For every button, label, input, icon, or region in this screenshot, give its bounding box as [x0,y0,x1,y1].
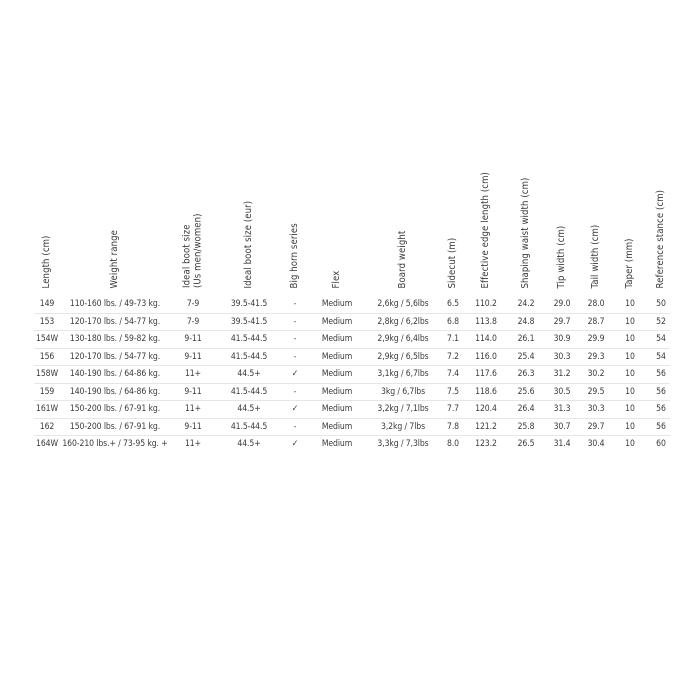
cell-tail-width: 30.3 [587,404,605,414]
cell-length: 158W [36,369,58,379]
cell-board-weight: 3,2kg / 7lbs [381,421,425,432]
cell-ideal-boot-size-us: 7-9 [186,316,200,327]
cell-taper: 10 [625,351,635,362]
cell-length: 156 [39,351,55,362]
column-header-effective-edge-length [466,150,506,288]
cell-shaping-waist-width: 25.8 [517,421,535,432]
cell-tip-width: 31.4 [553,439,571,449]
cell-sidecut: 7.1 [447,334,459,344]
cell-tip-width: 29.0 [553,299,571,309]
cell-effective-edge-length: 118.6 [475,386,497,397]
cell-ideal-boot-size-eur: 41.5-44.5 [230,421,268,432]
cell-ideal-boot-size-eur: 39.5-41.5 [230,299,268,309]
cell-sidecut: 7.5 [447,386,459,397]
column-header-tail-width [578,150,614,288]
cell-ideal-boot-size-us: 11+ [184,404,201,414]
column-header-text: Ideal boot size (eur) [242,200,254,288]
column-header-label [591,224,602,288]
cell-ideal-boot-size-us: 11+ [184,439,201,449]
cell-effective-edge-length: 113.8 [475,316,497,327]
cell-ideal-boot-size-us: 11+ [184,369,201,379]
cell-tip-width: 31.2 [553,369,571,379]
cell-big-horn-series: - [293,421,297,432]
cell-big-horn-series: ✓ [291,404,299,414]
cell-flex: Medium [321,369,353,379]
column-header-flex [308,150,366,288]
column-header-label [398,230,409,288]
cell-shaping-waist-width: 26.3 [517,369,535,379]
cell-weight-range: 160-210 lbs.+ / 73-95 kg. + [62,439,168,449]
column-header-taper [614,150,646,288]
cell-weight-range: 140-190 lbs. / 64-86 kg. [69,386,161,397]
column-header-text: Board weight [396,230,408,288]
column-header-text: (Us men/women) [192,213,203,288]
cell-sidecut: 8.0 [447,439,459,449]
cell-ideal-boot-size-us: 9-11 [184,351,202,362]
column-header-ideal-boot-size-us [170,150,216,288]
table-row [34,401,670,419]
cell-taper: 10 [625,334,635,344]
column-header-text: Big horn series [288,222,300,288]
column-header-label [481,172,492,288]
cell-weight-range: 140-190 lbs. / 64-86 kg. [69,369,161,379]
column-header-reference-stance [646,150,676,288]
cell-length: 162 [39,421,55,432]
column-header-text: Taper (mm) [623,237,635,288]
cell-length: 153 [39,316,55,327]
column-header-text: Reference stance (cm) [654,189,666,288]
cell-effective-edge-length: 123.2 [475,439,497,449]
cell-sidecut: 7.2 [447,351,459,362]
cell-weight-range: 130-180 lbs. / 59-82 kg. [69,334,161,344]
column-header-text: Tail width (cm) [589,224,601,288]
cell-effective-edge-length: 117.6 [475,369,497,379]
cell-reference-stance: 56 [656,421,666,432]
cell-tip-width: 30.9 [553,334,571,344]
table-row [34,331,670,349]
cell-board-weight: 3,3kg / 7,3lbs [377,439,429,449]
cell-taper: 10 [625,404,635,414]
cell-shaping-waist-width: 24.8 [517,316,535,327]
cell-tip-width: 29.7 [553,316,571,327]
column-header-tip-width [546,150,578,288]
column-header-label [448,237,459,288]
cell-sidecut: 7.7 [447,404,459,414]
cell-big-horn-series: ✓ [291,439,299,449]
cell-weight-range: 120-170 lbs. / 54-77 kg. [69,351,161,362]
cell-effective-edge-length: 116.0 [475,351,497,362]
cell-tail-width: 30.2 [587,369,605,379]
cell-shaping-waist-width: 26.4 [517,404,535,414]
cell-flex: Medium [321,334,353,344]
cell-reference-stance: 54 [656,351,666,362]
cell-ideal-boot-size-eur: 41.5-44.5 [230,351,268,362]
cell-effective-edge-length: 121.2 [475,421,497,432]
cell-reference-stance: 56 [656,369,666,379]
cell-weight-range: 120-170 lbs. / 54-77 kg. [69,316,161,327]
cell-tip-width: 30.3 [553,351,571,362]
cell-ideal-boot-size-eur: 44.5+ [237,439,261,449]
spec-table [34,150,670,453]
cell-tail-width: 28.7 [587,316,605,327]
column-header-shaping-waist-width [506,150,546,288]
cell-ideal-boot-size-us: 7-9 [186,299,200,309]
cell-taper: 10 [625,421,635,432]
cell-ideal-boot-size-eur: 44.5+ [237,404,261,414]
cell-flex: Medium [321,299,353,309]
cell-tail-width: 29.9 [587,334,605,344]
table-row [34,366,670,384]
column-header-board-weight [366,150,440,288]
cell-ideal-boot-size-eur: 39.5-41.5 [230,316,268,327]
column-header-text: Tip width (cm) [555,225,567,288]
cell-tip-width: 31.3 [553,404,571,414]
cell-board-weight: 2,9kg / 6,5lbs [377,351,429,362]
column-header-label [656,189,667,288]
cell-reference-stance: 54 [656,334,666,344]
cell-board-weight: 2,6kg / 5,6lbs [377,299,429,309]
table-row [34,436,670,453]
column-header-ideal-boot-size-eur [216,150,282,288]
cell-effective-edge-length: 114.0 [475,334,497,344]
cell-flex: Medium [321,404,353,414]
header-row [34,150,670,288]
cell-reference-stance: 60 [656,439,666,449]
column-header-label [332,270,343,288]
table-row [34,384,670,402]
cell-taper: 10 [625,369,635,379]
cell-weight-range: 150-200 lbs. / 67-91 kg. [69,421,161,432]
cell-length: 161W [36,404,58,414]
table-row [34,349,670,367]
table-row [34,419,670,437]
column-header-label [557,225,568,288]
cell-big-horn-series: - [293,299,297,309]
cell-reference-stance: 52 [656,316,666,327]
column-header-weight-range [60,150,170,288]
cell-shaping-waist-width: 26.1 [517,334,535,344]
cell-length: 164W [36,439,58,449]
column-header-label [183,213,204,288]
cell-board-weight: 3,2kg / 7,1lbs [377,404,429,414]
cell-ideal-boot-size-us: 9-11 [184,386,202,397]
column-header-text: Weight range [108,229,120,288]
column-header-text: Length (cm) [40,235,52,288]
cell-flex: Medium [321,386,353,397]
cell-reference-stance: 56 [656,386,666,397]
column-header-label [290,223,301,288]
cell-tail-width: 29.7 [587,421,605,432]
cell-sidecut: 7.4 [447,369,459,379]
cell-tail-width: 29.3 [587,351,605,362]
cell-taper: 10 [625,299,635,309]
column-header-sidecut [440,150,466,288]
cell-shaping-waist-width: 26.5 [517,439,535,449]
column-header-big-horn-series [282,150,308,288]
cell-weight-range: 150-200 lbs. / 67-91 kg. [69,404,161,414]
table-row [34,296,670,314]
cell-shaping-waist-width: 24.2 [517,299,535,309]
cell-sidecut: 6.8 [447,316,459,327]
cell-taper: 10 [625,316,635,327]
cell-tip-width: 30.7 [553,421,571,432]
cell-big-horn-series: ✓ [291,369,299,379]
column-header-text: Ideal boot size [181,224,193,288]
cell-reference-stance: 56 [656,404,666,414]
cell-sidecut: 6.5 [447,299,459,309]
column-header-label [244,200,255,288]
cell-effective-edge-length: 110.2 [475,299,497,309]
cell-shaping-waist-width: 25.6 [517,386,535,397]
cell-effective-edge-length: 120.4 [475,404,497,414]
column-header-label [521,177,532,288]
cell-ideal-boot-size-eur: 41.5-44.5 [230,334,268,344]
cell-tail-width: 30.4 [587,439,605,449]
table-row [34,314,670,332]
cell-tail-width: 28.0 [587,299,605,309]
cell-length: 154W [36,334,58,344]
column-header-text: Flex [330,270,342,288]
cell-board-weight: 3,1kg / 6,7lbs [377,369,429,379]
cell-ideal-boot-size-us: 9-11 [184,334,202,344]
cell-big-horn-series: - [293,316,297,327]
cell-ideal-boot-size-eur: 44.5+ [237,369,261,379]
cell-big-horn-series: - [293,351,297,362]
cell-tail-width: 29.5 [587,386,605,397]
cell-length: 149 [39,299,55,309]
column-header-length [34,150,60,288]
column-header-text: Shaping waist width (cm) [519,177,531,288]
cell-big-horn-series: - [293,334,297,344]
cell-reference-stance: 50 [656,299,666,309]
cell-ideal-boot-size-eur: 41.5-44.5 [230,386,268,397]
cell-taper: 10 [625,386,635,397]
cell-taper: 10 [625,439,635,449]
column-header-label [110,230,121,289]
cell-shaping-waist-width: 25.4 [517,351,535,362]
column-header-label [42,235,53,288]
cell-flex: Medium [321,439,353,449]
cell-flex: Medium [321,421,353,432]
cell-weight-range: 110-160 lbs. / 49-73 kg. [69,299,161,309]
table-body [34,296,670,453]
cell-board-weight: 2,9kg / 6,4lbs [377,334,429,344]
cell-tip-width: 30.5 [553,386,571,397]
cell-big-horn-series: - [293,386,297,397]
column-header-text: Sidecut (m) [446,237,458,288]
column-header-text: Effective edge length (cm) [479,171,491,288]
cell-flex: Medium [321,316,353,327]
cell-length: 159 [39,386,55,397]
cell-flex: Medium [321,351,353,362]
cell-sidecut: 7.8 [447,421,459,432]
cell-board-weight: 2,8kg / 6,2lbs [377,316,429,327]
column-header-label [625,238,636,288]
cell-ideal-boot-size-us: 9-11 [184,421,202,432]
cell-board-weight: 3kg / 6,7lbs [381,386,425,397]
